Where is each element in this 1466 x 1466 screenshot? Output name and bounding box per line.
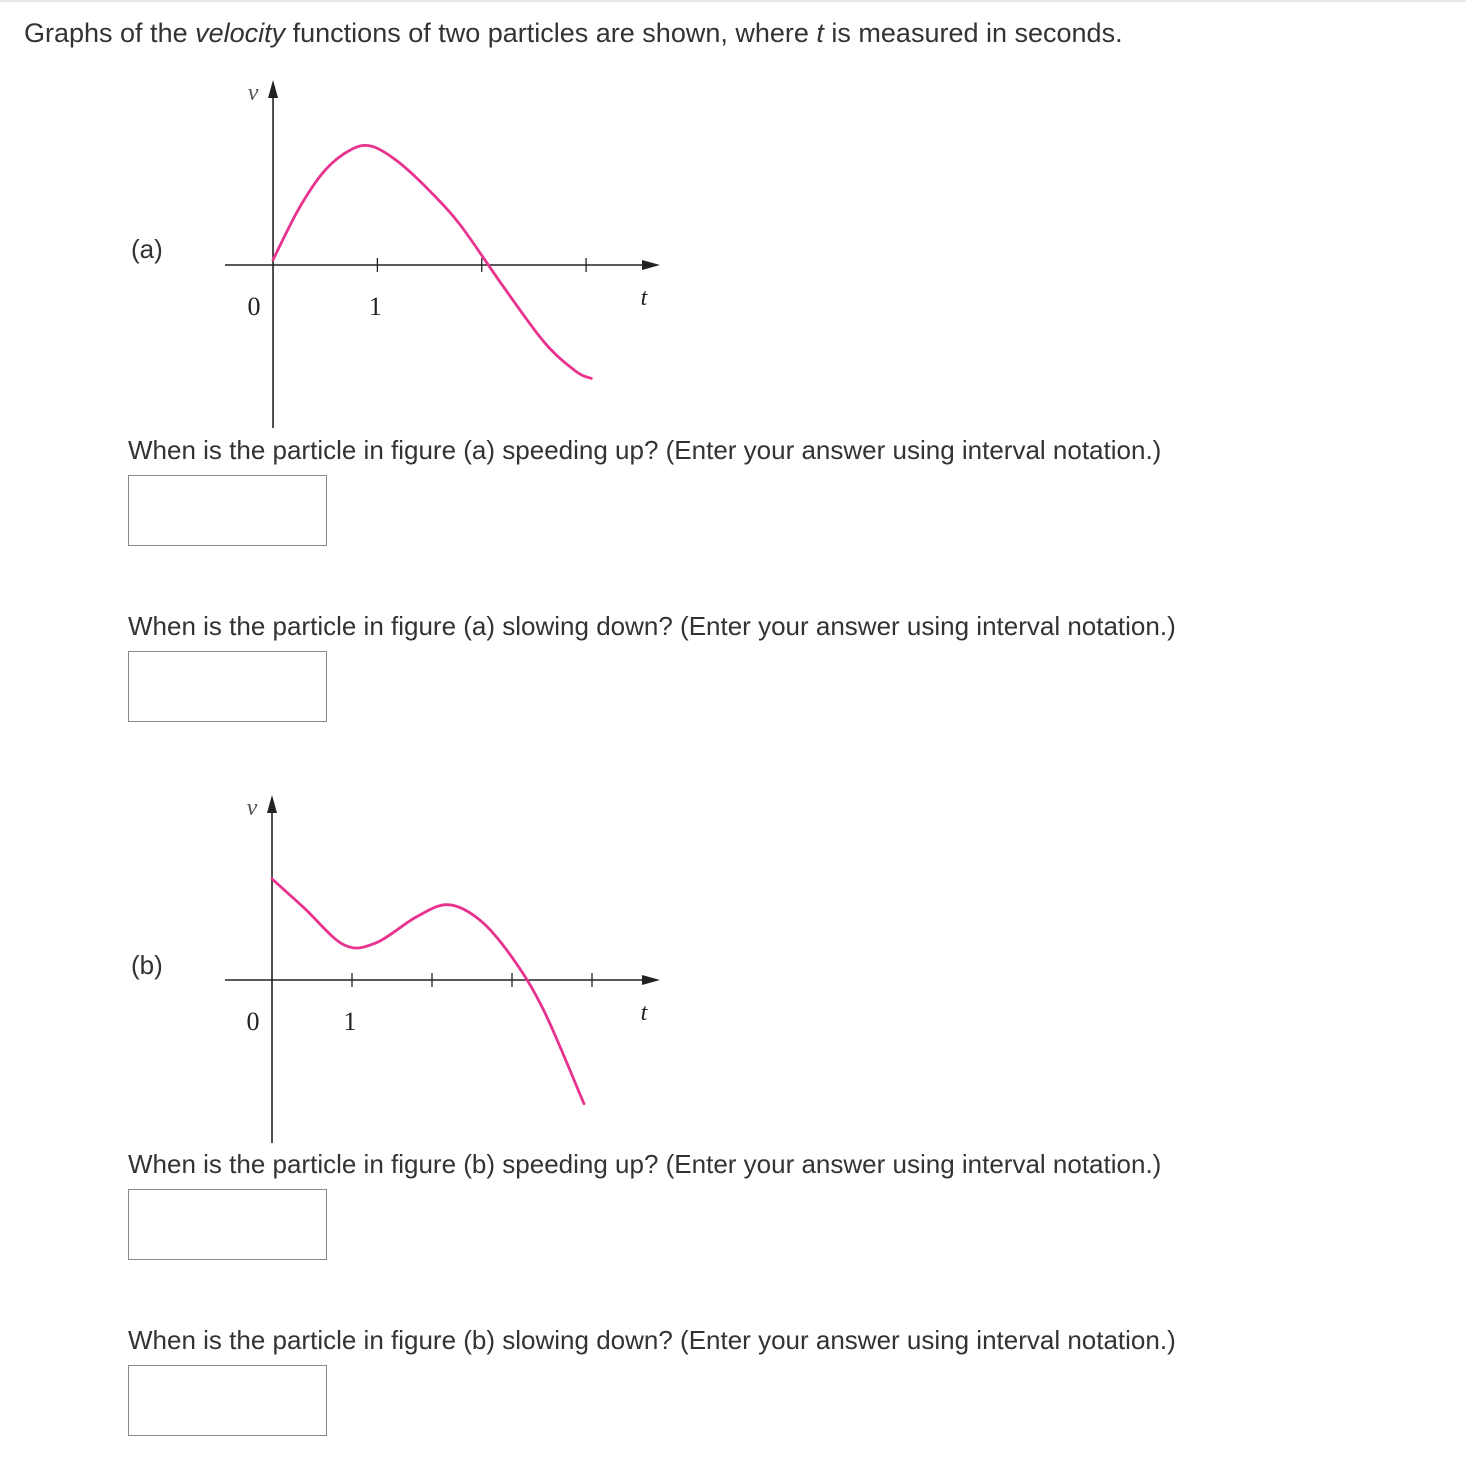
fig-a-t-axis-arrow <box>642 260 660 270</box>
top-divider <box>0 0 1466 2</box>
question-b-speeding-up: When is the particle in figure (b) speeding up? (Enter your answer using interval notation.) <box>128 1149 1162 1179</box>
figure-a-label: (a) <box>131 234 163 264</box>
fig-a-v-axis-label: v <box>247 80 259 106</box>
fig-b-v-axis-label: v <box>246 795 258 821</box>
fig-a-t-axis-label: t <box>640 285 648 311</box>
fig-b-t-axis-label: t <box>640 1000 648 1026</box>
figure-b-label: (b) <box>131 950 163 980</box>
answer-b-speeding-up-input[interactable] <box>128 1189 327 1260</box>
answer-a-slowing-down-input[interactable] <box>128 651 327 722</box>
fig-b-tick-label-0: 0 <box>246 1007 260 1036</box>
problem-intro: Graphs of the velocity functions of two particles are shown, where t is measured in seconds. <box>24 18 1123 48</box>
fig-a-tick-label-0: 0 <box>247 292 261 321</box>
figure-b-graph <box>200 785 680 1145</box>
figure-a-graph <box>200 70 680 430</box>
question-b-slowing-down: When is the particle in figure (b) slowing down? (Enter your answer using interval notation.) <box>128 1325 1176 1355</box>
question-a-slowing-down: When is the particle in figure (a) slowing down? (Enter your answer using interval notation.) <box>128 611 1176 641</box>
fig-a-tick-label-1: 1 <box>368 292 382 321</box>
fig-a-velocity-curve <box>273 145 591 378</box>
fig-b-v-axis-arrow <box>267 795 277 813</box>
answer-a-speeding-up-input[interactable] <box>128 475 327 546</box>
answer-b-slowing-down-input[interactable] <box>128 1365 327 1436</box>
fig-b-t-axis-arrow <box>642 975 660 985</box>
question-a-speeding-up: When is the particle in figure (a) speeding up? (Enter your answer using interval notation.) <box>128 435 1162 465</box>
fig-a-v-axis-arrow <box>268 80 278 98</box>
fig-b-velocity-curve <box>272 879 584 1104</box>
fig-b-tick-label-1: 1 <box>343 1007 357 1036</box>
